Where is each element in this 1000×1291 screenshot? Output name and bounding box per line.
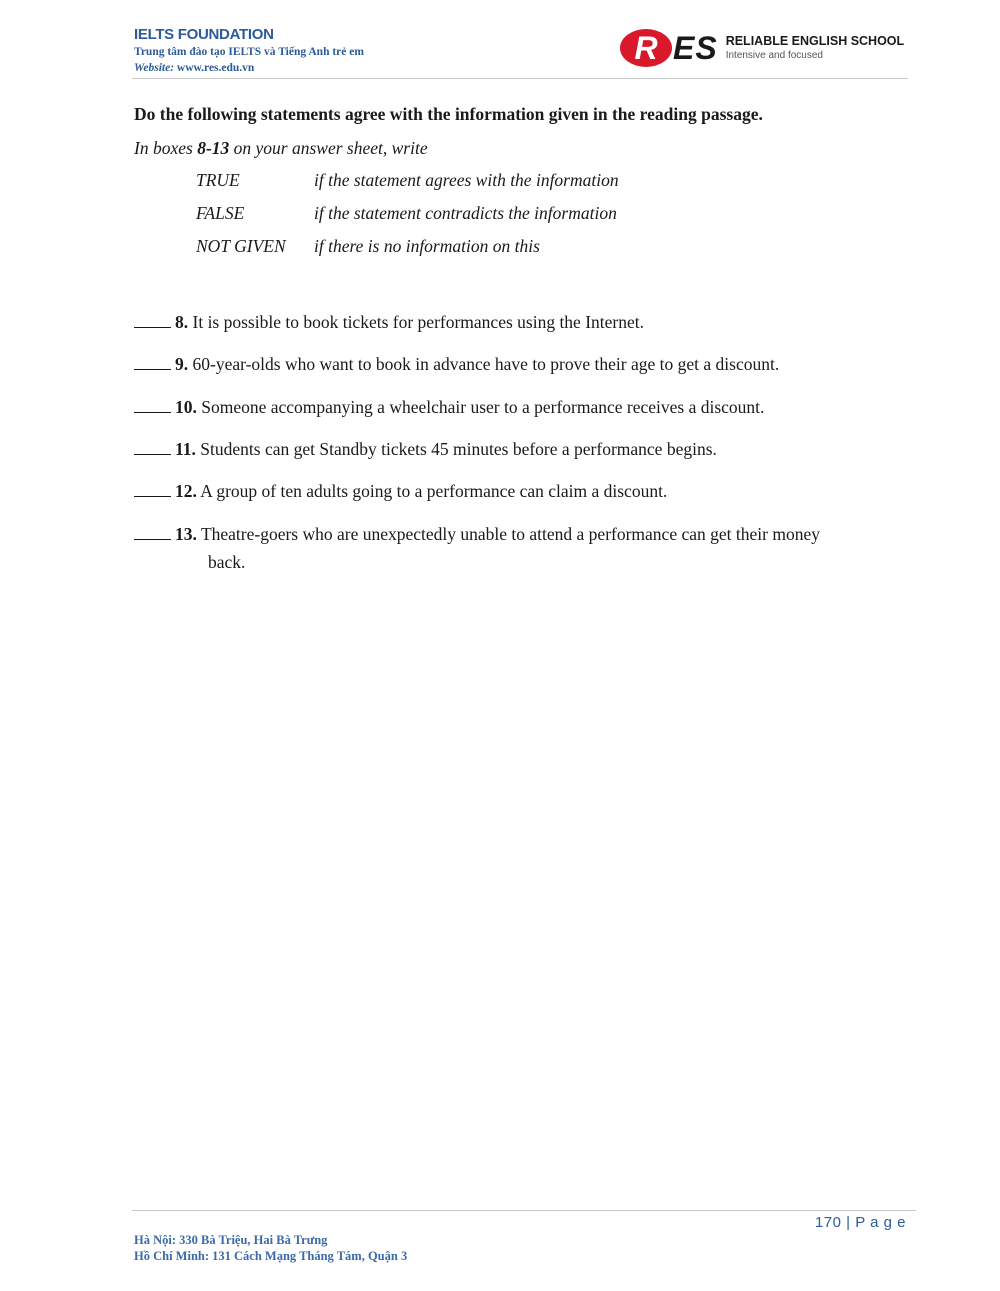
footer-divider (132, 1210, 916, 1211)
question-number: 10. (175, 397, 197, 417)
logo-r-badge: R (620, 29, 672, 67)
answer-blank[interactable] (134, 481, 171, 497)
legend-meaning: if the statement agrees with the information (314, 170, 619, 190)
question-item (134, 350, 904, 378)
logo-mark (620, 29, 718, 67)
brand-title: IELTS FOUNDATION (134, 26, 274, 43)
question-number: 11. (175, 439, 196, 459)
res-logo (620, 26, 904, 70)
header-divider (132, 78, 908, 79)
question-item (134, 435, 904, 463)
answer-blank[interactable] (134, 312, 171, 328)
sub-prefix: In boxes (134, 138, 193, 158)
question-item (134, 393, 904, 421)
legend-meaning: if the statement contradicts the information (314, 203, 617, 223)
answer-blank[interactable] (134, 439, 171, 455)
question-item (134, 308, 904, 336)
logo-text (726, 34, 904, 62)
question-text: 60-year-olds who want to book in advance have to prove their age to get a discount. (192, 354, 780, 374)
legend-key: NOT GIVEN (196, 236, 286, 256)
question-number: 12. (175, 481, 197, 501)
instruction-heading: Do the following statements agree with the information given in the reading passage. (134, 104, 763, 124)
question-number: 13. (175, 524, 197, 544)
logo-tagline: Intensive and focused (725, 50, 823, 61)
legend-key: FALSE (196, 203, 245, 223)
question-text: It is possible to book tickets for performances using the Internet. (192, 312, 644, 332)
question-item (134, 520, 904, 576)
legend-row (196, 236, 540, 257)
sub-suffix: on your answer sheet, write (233, 138, 428, 158)
page-number: 170 | P a g e (814, 1214, 906, 1231)
logo-name: RELIABLE ENGLISH SCHOOL (725, 34, 905, 48)
address-hanoi: Hà Nội: 330 Bà Triệu, Hai Bà Trưng (134, 1233, 328, 1247)
sub-range: 8-13 (197, 138, 230, 158)
answer-blank[interactable] (134, 354, 171, 370)
header-brand (134, 26, 364, 76)
website-url: www.res.edu.vn (176, 62, 255, 74)
question-continuation: back. (208, 552, 246, 572)
answer-blank[interactable] (134, 397, 171, 413)
legend-meaning: if there is no information on this (314, 236, 540, 256)
address-hcm: Hồ Chí Minh: 131 Cách Mạng Tháng Tám, Quận 3 (134, 1249, 408, 1263)
legend-key: TRUE (196, 170, 240, 190)
question-text: Theatre-goers who are unexpectedly unable to attend a performance can get their money (200, 524, 820, 544)
legend-row (196, 170, 619, 191)
answer-blank[interactable] (134, 524, 171, 540)
website-label: Website: (134, 62, 175, 74)
question-number: 8. (175, 312, 189, 332)
logo-es-text: ES (673, 29, 718, 66)
brand-website (134, 60, 364, 76)
question-text: A group of ten adults going to a performance can claim a discount. (200, 481, 668, 501)
legend-row (196, 203, 617, 224)
question-item (134, 477, 904, 505)
question-number: 9. (175, 354, 189, 374)
brand-subtitle: Trung tâm đào tạo IELTS và Tiếng Anh trẻ em (134, 46, 364, 58)
instruction-sub (134, 138, 428, 159)
question-text: Students can get Standby tickets 45 minutes before a performance begins. (200, 439, 717, 459)
question-text: Someone accompanying a wheelchair user to a performance receives a discount. (201, 397, 765, 417)
